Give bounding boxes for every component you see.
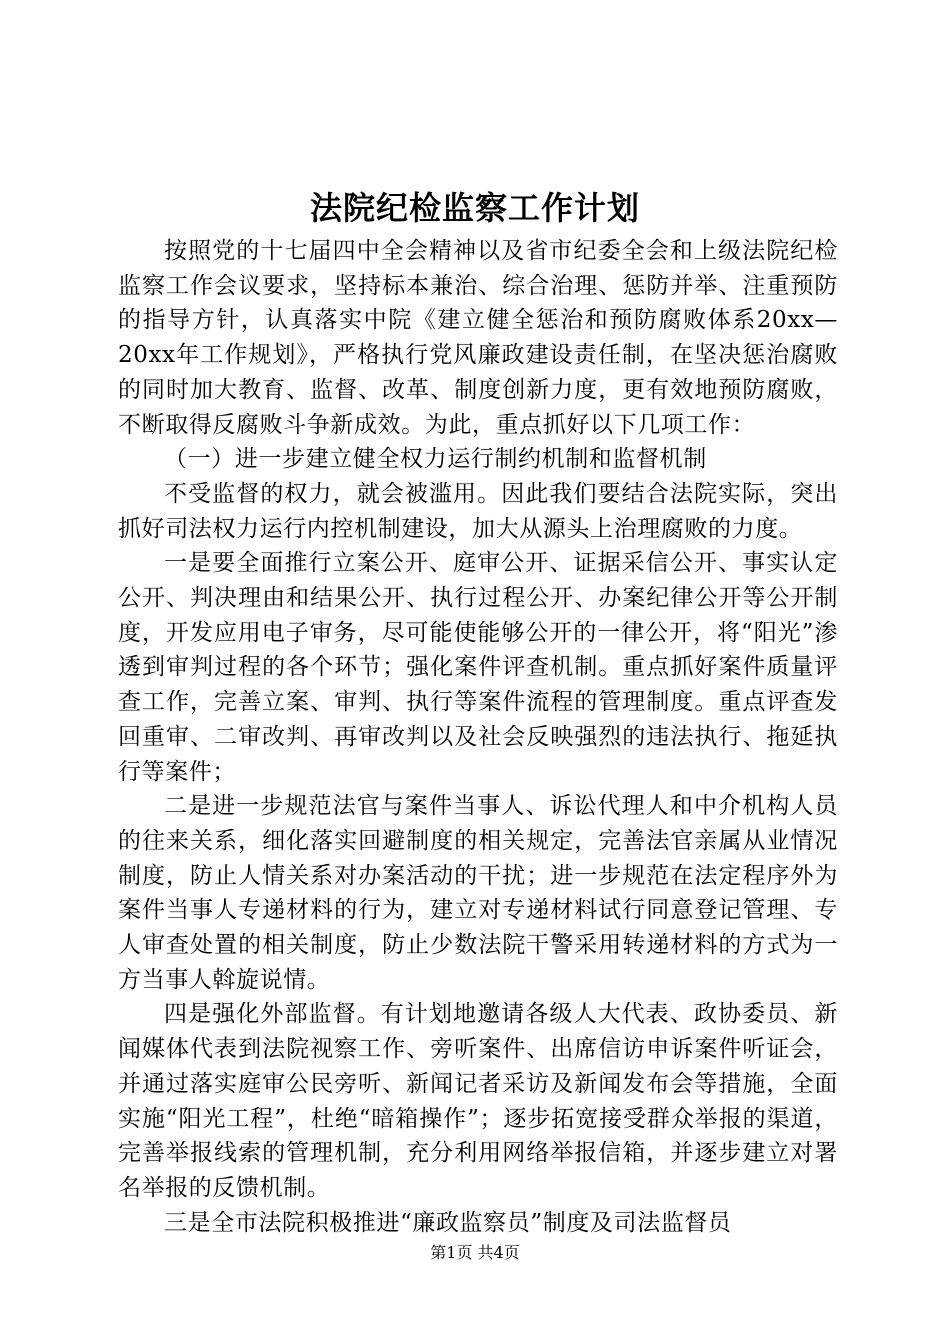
paragraph-item-1: 一是要全面推行立案公开、庭审公开、证据采信公开、事实认定公开、判决理由和结果公开、执行过程公开、办案纪律公开等公开制度，开发应用电子审务，尽可能使能够公开的一律公开，将“阳光”渗透到审判过程的各个环节；强化案件评查机制。重点抓好案件质量评查工作，完善立案、审判、执行等案件流程的管理制度。重点评查发回重审、二审改判、再审改判以及社会反映强烈的违法执行、拖延执行等案件； <box>118 550 838 785</box>
page-number-footer: 第1页 共4页 <box>430 1243 520 1262</box>
paragraph-intro: 按照党的十七届四中全会精神以及省市纪委全会和上级法院纪检监察工作会议要求，坚持标本兼治、综合治理、惩防并举、注重预防的指导方针，认真落实中院《建立健全惩治和预防腐败体系20xx—20xx年工作规划》，严格执行党风廉政建设责任制，在坚决惩治腐败的同时加大教育、监督、改革、制度创新力度，更有效地预防腐败，不断取得反腐败斗争新成效。为此，重点抓好以下几项工作： <box>118 238 838 438</box>
section-heading-1: （一）进一步建立健全权力运行制约机制和监督机制 <box>164 446 707 473</box>
document-body <box>118 234 838 1240</box>
paragraph-item-4: 四是强化外部监督。有计划地邀请各级人大代表、政协委员、新闻媒体代表到法院视察工作、旁听案件、出席信访申诉案件听证会，并通过落实庭审公民旁听、新闻记者采访及新闻发布会等措施，全面实施“阳光工程”，杜绝“暗箱操作”；逐步拓宽接受群众举报的渠道，完善举报线索的管理机制，充分利用网络举报信箱，并逐步建立对署名举报的反馈机制。 <box>118 1001 838 1201</box>
paragraph-item-2: 二是进一步规范法官与案件当事人、诉讼代理人和中介机构人员的往来关系，细化落实回避制度的相关规定，完善法官亲属从业情况制度，防止人情关系对办案活动的干扰；进一步规范在法定程序外为案件当事人专递材料的行为，建立对专递材料试行同意登记管理、专人审查处置的相关制度，防止少数法院干警采用转递材料的方式为一方当事人斡旋说情。 <box>118 793 838 993</box>
paragraph-item-3: 三是全市法院积极推进“廉政监察员”制度及司法监督员 <box>164 1209 732 1236</box>
document-title: 法院纪检监察工作计划 <box>309 189 640 227</box>
paragraph-section-intro: 不受监督的权力，就会被滥用。因此我们要结合法院实际，突出抓好司法权力运行内控机制建设，加大从源头上治理腐败的力度。 <box>118 480 838 542</box>
